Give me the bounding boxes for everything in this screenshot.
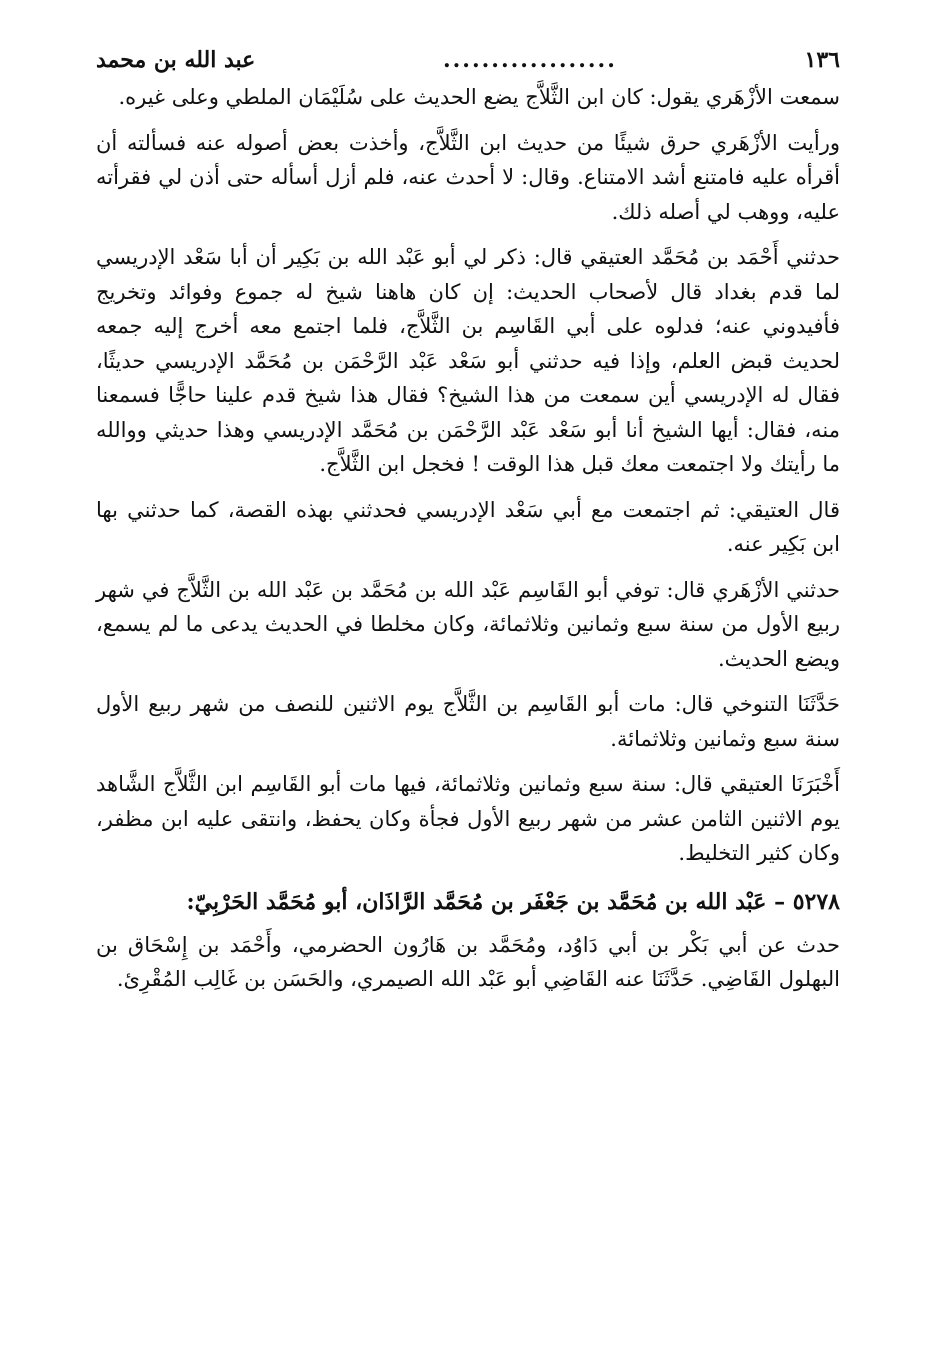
paragraph-2: ورأيت الأزْهَري حرق شيئًا من حديث ابن الثَّلاَّج، وأخذت بعض أصوله عنه فسألته أن أقرأه عليه فامتنع أشد الامتناع. وقال: لا أحدث عنه، فلم أزل أسأله حتى أذن لي فقرأته عليه، ووهب لي أصله ذلك. (96, 130, 840, 224)
book-page (96, 40, 840, 1008)
page-number: ١٣٦ (804, 47, 840, 73)
paragraph-5: حدثني الأزْهَري قال: توفي أبو القَاسِم عَبْد الله بن مُحَمَّد بن عَبْد الله بن الثَّلاَّج في شهر ربيع الأول من سنة سبع وثمانين وثلاثمائة، وكان مخلطا في الحديث يدعى ما لم يسمع، ويضع الحديث. (96, 577, 840, 671)
entry-text: حدث عن أبي بَكْر بن أبي دَاوُد، ومُحَمَّد بن هَارُون الحضرمي، وأَحْمَد بن إِسْحَاق بن البهلول القَاضِي. حَدَّثَنَا عنه القَاضِي أبو عَبْد الله الصيمري، والحَسَن بن غَالِب المُقْرِئ. (96, 932, 840, 991)
entry-heading: ٥٢٧٨ – عَبْد الله بن مُحَمَّد بن جَعْفَر بن مُحَمَّد الرَّاذَان، أبو مُحَمَّد الحَرْبِيّ: (186, 888, 840, 915)
paragraph-3: حدثني أَحْمَد بن مُحَمَّد العتيقي قال: ذكر لي أبو عَبْد الله بن بَكِير أن أبا سَعْد الإدريسي لما قدم بغداد قال لأصحاب الحديث: إن كان هاهنا شيخ له جموع وفوائد وتخريج فأفيدوني عنه؛ فدلوه على أبي القَاسِم بن الثَّلاَّج، فلما اجتمع معه أخرج إليه جمعه لحديث قبض العلم، وإذا فيه حدثني أبو سَعْد عَبْد الرَّحْمَن بن مُحَمَّد الإدريسي حديثًا، فقال له الإدريسي أين سمعت من هذا الشيخ؟ فقال هذا شيخ قدم علينا حاجًّا فسمعنا منه، فقال: أيها الشيخ أنا أبو سَعْد عَبْد الرَّحْمَن بن مُحَمَّد الإدريسي وهذا حديثي ووالله ما رأيتك ولا اجتمعت معك قبل هذا الوقت ! فخجل ابن الثَّلاَّج. (96, 245, 840, 476)
paragraph-6: حَدَّثَنَا التنوخي قال: مات أبو القَاسِم بن الثَّلاَّج يوم الاثنين للنصف من شهر ربيع الأول سنة سبع وثمانين وثلاثمائة. (96, 692, 840, 751)
paragraph-7: أَخْبَرَنَا العتيقي قال: سنة سبع وثمانين وثلاثمائة، فيها مات أبو القَاسِم ابن الثَّلاَّج الشَّاهد يوم الاثنين الثامن عشر من شهر ربيع الأول فجأة وكان يحفظ، وانتقى عليه ابن مظفر، وكان كثير التخليط. (96, 772, 840, 865)
dot-leaders: .................. (442, 47, 617, 73)
paragraph-4: قال العتيقي: ثم اجتمعت مع أبي سَعْد الإدريسي فحدثني بهذه القصة، كما حدثني بها ابن بَكِير عنه. (96, 497, 840, 556)
running-head (96, 40, 840, 80)
paragraph-1: سمعت الأزْهَري يقول: كان ابن الثَّلاَّج يضع الحديث على سُلَيْمَان الملطي وعلى غيره. (118, 85, 840, 109)
running-title: عبد الله بن محمد (96, 47, 256, 73)
